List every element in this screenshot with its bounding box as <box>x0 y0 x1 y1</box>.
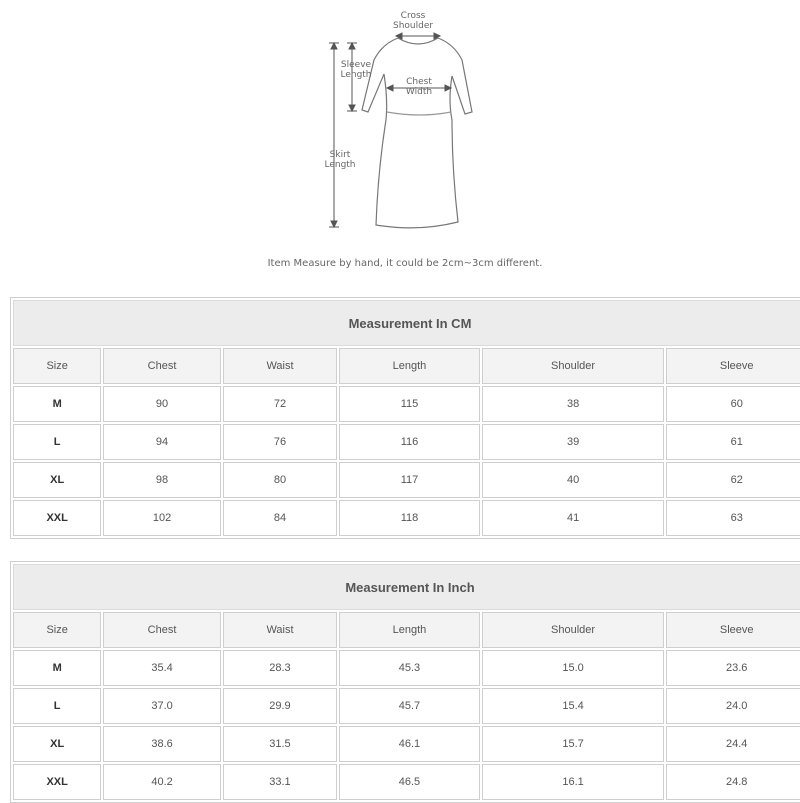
size-cell: L <box>13 688 101 724</box>
dress-measurement-diagram <box>0 0 800 290</box>
size-cell: XL <box>13 726 101 762</box>
table-cell: 76 <box>223 424 337 460</box>
header-cell: Length <box>339 612 480 648</box>
table-cell: 29.9 <box>223 688 337 724</box>
cross-shoulder-label: Cross Shoulder <box>393 11 434 31</box>
size-cell: M <box>13 650 101 686</box>
table-row <box>13 764 800 800</box>
table-cell: 24.8 <box>666 764 800 800</box>
header-cell: Size <box>13 612 101 648</box>
table-cell: 90 <box>103 386 220 422</box>
table-cell: 117 <box>339 462 480 498</box>
table-row <box>13 424 800 460</box>
table-cell: 15.7 <box>482 726 665 762</box>
header-cell: Shoulder <box>482 612 665 648</box>
table-cell: 38 <box>482 386 665 422</box>
header-cell: Sleeve <box>666 348 800 384</box>
table-cell: 33.1 <box>223 764 337 800</box>
table-cell: 41 <box>482 500 665 536</box>
sleeve-length-label: Sleeve Length <box>340 60 372 80</box>
table-cell: 24.4 <box>666 726 800 762</box>
table-cell: 38.6 <box>103 726 220 762</box>
table-cell: 72 <box>223 386 337 422</box>
table-cell: 31.5 <box>223 726 337 762</box>
header-cell: Waist <box>223 348 337 384</box>
table-cell: 84 <box>223 500 337 536</box>
table-cell: 40.2 <box>103 764 220 800</box>
table-cell: 37.0 <box>103 688 220 724</box>
table-cell: 94 <box>103 424 220 460</box>
table-cell: 98 <box>103 462 220 498</box>
table-row <box>13 386 800 422</box>
header-cell: Chest <box>103 348 220 384</box>
table-cell: 45.7 <box>339 688 480 724</box>
table-cell: 15.0 <box>482 650 665 686</box>
table-cell: 118 <box>339 500 480 536</box>
table-cell: 40 <box>482 462 665 498</box>
skirt-length-label: Skirt Length <box>324 150 356 170</box>
table-cell: 24.0 <box>666 688 800 724</box>
size-cell: M <box>13 386 101 422</box>
size-cell: XXL <box>13 500 101 536</box>
table-cell: 62 <box>666 462 800 498</box>
table-cell: 63 <box>666 500 800 536</box>
header-cell: Waist <box>223 612 337 648</box>
table-row <box>13 500 800 536</box>
table-cell: 115 <box>339 386 480 422</box>
table-cell: 15.4 <box>482 688 665 724</box>
table-row <box>13 726 800 762</box>
header-cell: Chest <box>103 612 220 648</box>
table-cell: 28.3 <box>223 650 337 686</box>
table-cell: 46.1 <box>339 726 480 762</box>
header-cell: Size <box>13 348 101 384</box>
size-cell: XL <box>13 462 101 498</box>
size-cell: L <box>13 424 101 460</box>
table-cell: 16.1 <box>482 764 665 800</box>
size-cell: XXL <box>13 764 101 800</box>
table-row <box>13 688 800 724</box>
cm-measurement-table <box>10 297 800 539</box>
table-cell: 116 <box>339 424 480 460</box>
chest-width-label: Chest Width <box>405 77 433 97</box>
table-cell: 39 <box>482 424 665 460</box>
table-cell: 45.3 <box>339 650 480 686</box>
table-header-row <box>13 348 800 384</box>
dress-outline-drawing <box>0 0 800 290</box>
header-cell: Length <box>339 348 480 384</box>
inch-table-title: Measurement In Inch <box>13 564 800 610</box>
table-cell: 60 <box>666 386 800 422</box>
header-cell: Shoulder <box>482 348 665 384</box>
header-cell: Sleeve <box>666 612 800 648</box>
table-header-row <box>13 612 800 648</box>
table-cell: 80 <box>223 462 337 498</box>
measurement-note: Item Measure by hand, it could be 2cm~3cm different. <box>267 258 543 269</box>
table-cell: 23.6 <box>666 650 800 686</box>
cm-table-title: Measurement In CM <box>13 300 800 346</box>
table-row <box>13 650 800 686</box>
table-cell: 46.5 <box>339 764 480 800</box>
table-cell: 61 <box>666 424 800 460</box>
table-row <box>13 462 800 498</box>
table-cell: 35.4 <box>103 650 220 686</box>
table-cell: 102 <box>103 500 220 536</box>
inch-measurement-table <box>10 561 800 803</box>
